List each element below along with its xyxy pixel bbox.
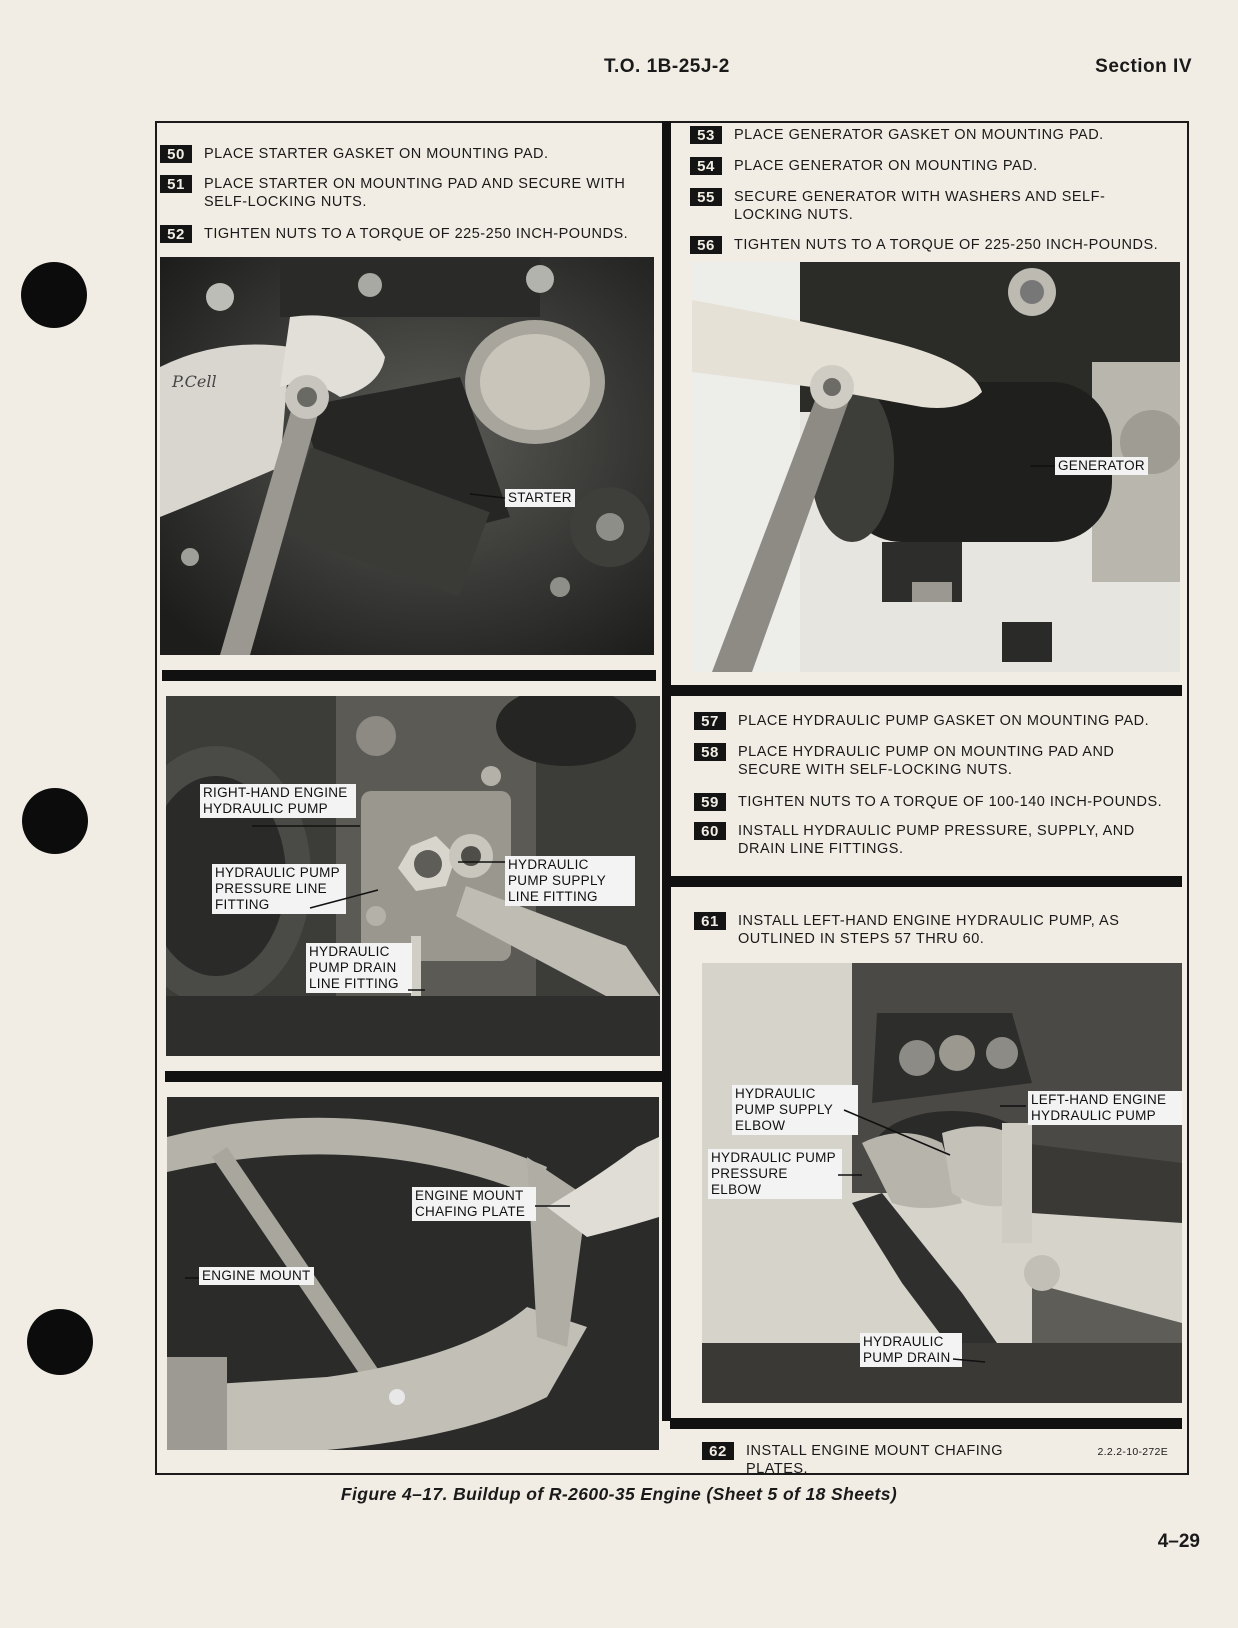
step-52 — [160, 225, 650, 243]
step-60 — [694, 822, 1170, 858]
reference-code: 2.2.2-10-272E — [1097, 1446, 1168, 1458]
step-61 — [694, 912, 1170, 948]
step-text: PLACE HYDRAULIC PUMP ON MOUNTING PAD AND SECURE WITH SELF-LOCKING NUTS. — [738, 744, 1115, 778]
step-number: 60 — [694, 822, 726, 840]
step-53 — [690, 126, 1170, 144]
step-number: 52 — [160, 225, 192, 243]
step-51 — [160, 175, 650, 211]
callout-generator: GENERATOR — [1055, 457, 1148, 475]
photo-rh-hydraulic-pump — [166, 696, 660, 1056]
binder-hole-middle — [22, 788, 88, 854]
step-text: INSTALL LEFT-HAND ENGINE HYDRAULIC PUMP, AS OUTLINED IN STEPS 57 THRU 60. — [738, 913, 1120, 947]
divider-left-1 — [162, 670, 656, 681]
step-57 — [694, 712, 1170, 730]
step-54 — [690, 157, 1170, 175]
step-56 — [690, 236, 1170, 254]
step-text: TIGHTEN NUTS TO A TORQUE OF 100-140 INCH-POUNDS. — [738, 794, 1163, 810]
callout-engine-mount: ENGINE MOUNT — [199, 1267, 314, 1285]
section-label: Section IV — [1095, 56, 1192, 77]
step-text: TIGHTEN NUTS TO A TORQUE OF 225-250 INCH-POUNDS. — [204, 226, 629, 242]
step-number: 56 — [690, 236, 722, 254]
step-50 — [160, 145, 650, 163]
step-text: INSTALL HYDRAULIC PUMP PRESSURE, SUPPLY, AND DRAIN LINE FITTINGS. — [738, 823, 1135, 857]
step-text: INSTALL ENGINE MOUNT CHAFING PLATES. — [746, 1443, 1004, 1477]
step-number: 57 — [694, 712, 726, 730]
step-number: 53 — [690, 126, 722, 144]
callout-pump-drain: HYDRAULIC PUMP DRAIN — [860, 1333, 962, 1367]
photo-engine-mount — [167, 1097, 659, 1450]
step-text: SECURE GENERATOR WITH WASHERS AND SELF-LOCKING NUTS. — [734, 189, 1106, 223]
divider-right-3 — [670, 1418, 1182, 1429]
step-text: PLACE STARTER GASKET ON MOUNTING PAD. — [204, 146, 549, 162]
step-text: PLACE GENERATOR ON MOUNTING PAD. — [734, 158, 1038, 174]
callout-drain-fitting: HYDRAULIC PUMP DRAIN LINE FITTING — [306, 943, 412, 993]
step-62 — [702, 1442, 1062, 1478]
step-text: TIGHTEN NUTS TO A TORQUE OF 225-250 INCH-POUNDS. — [734, 237, 1159, 253]
binder-hole-bottom — [27, 1309, 93, 1375]
callout-pressure-fitting: HYDRAULIC PUMP PRESSURE LINE FITTING — [212, 864, 346, 914]
step-58 — [694, 743, 1170, 779]
step-55 — [690, 188, 1170, 224]
binder-hole-top — [21, 262, 87, 328]
callout-starter: STARTER — [505, 489, 575, 507]
callout-pressure-elbow: HYDRAULIC PUMP PRESSURE ELBOW — [708, 1149, 842, 1199]
page-number: 4–29 — [1157, 1531, 1200, 1552]
callout-rh-pump: RIGHT-HAND ENGINE HYDRAULIC PUMP — [200, 784, 356, 818]
step-number: 54 — [690, 157, 722, 175]
step-number: 55 — [690, 188, 722, 206]
step-number: 51 — [160, 175, 192, 193]
photo-generator — [692, 262, 1180, 672]
to-number: T.O. 1B-25J-2 — [604, 56, 730, 77]
callout-supply-elbow: HYDRAULIC PUMP SUPPLY ELBOW — [732, 1085, 858, 1135]
photo-lh-hydraulic-pump — [702, 963, 1182, 1403]
photo-starter — [160, 257, 654, 655]
divider-right-1 — [670, 685, 1182, 696]
divider-left-2 — [165, 1071, 662, 1082]
step-number: 50 — [160, 145, 192, 163]
callout-supply-fitting: HYDRAULIC PUMP SUPPLY LINE FITTING — [505, 856, 635, 906]
divider-vertical — [662, 121, 671, 1421]
step-number: 58 — [694, 743, 726, 761]
step-59 — [694, 793, 1170, 811]
step-text: PLACE STARTER ON MOUNTING PAD AND SECURE WITH SELF-LOCKING NUTS. — [204, 176, 626, 210]
callout-chafing-plate: ENGINE MOUNT CHAFING PLATE — [412, 1187, 536, 1221]
figure-caption: Figure 4–17. Buildup of R-2600-35 Engine (Sheet 5 of 18 Sheets) — [340, 1484, 898, 1504]
step-text: PLACE GENERATOR GASKET ON MOUNTING PAD. — [734, 127, 1104, 143]
callout-lh-pump: LEFT-HAND ENGINE HYDRAULIC PUMP — [1028, 1091, 1182, 1125]
divider-right-2 — [670, 876, 1182, 887]
step-number: 61 — [694, 912, 726, 930]
step-text: PLACE HYDRAULIC PUMP GASKET ON MOUNTING PAD. — [738, 713, 1150, 729]
step-number: 62 — [702, 1442, 734, 1460]
step-number: 59 — [694, 793, 726, 811]
handwriting: P.Cell — [172, 372, 217, 391]
